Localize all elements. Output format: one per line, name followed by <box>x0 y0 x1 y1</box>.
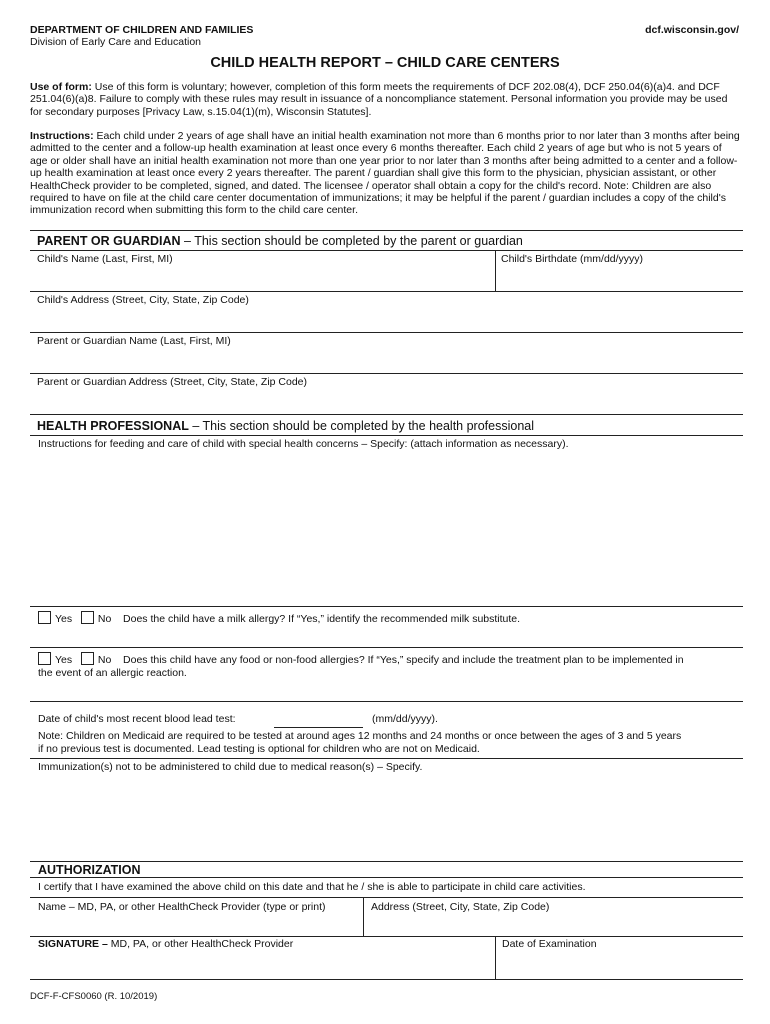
child-address-label: Child's Address (Street, City, State, Zip Code) <box>37 294 249 306</box>
provider-name-label: Name – MD, PA, or other HealthCheck Provider (type or print) <box>38 901 326 913</box>
food-allergy-no-checkbox[interactable] <box>81 652 94 665</box>
feeding-instructions-label: Instructions for feeding and care of child with special health concerns – Specify: (attach information as necessary). <box>38 438 569 450</box>
child-address-field[interactable] <box>31 306 742 331</box>
child-name-label: Child's Name (Last, First, MI) <box>37 253 173 265</box>
lead-note-line2: if no previous test is documented. Lead testing is optional for children who are not on Medicaid. <box>38 743 480 755</box>
guardian-address-field[interactable] <box>31 388 742 413</box>
milk-allergy-yes-label: Yes <box>55 613 73 625</box>
food-allergy-yes-checkbox[interactable] <box>38 652 51 665</box>
department-name: DEPARTMENT OF CHILDREN AND FAMILIES <box>30 24 254 36</box>
food-allergy-row <box>38 652 684 666</box>
provider-address-field[interactable] <box>365 914 742 935</box>
provider-address-label: Address (Street, City, State, Zip Code) <box>371 901 550 913</box>
use-of-form-text: Use of this form is voluntary; however, completion of this form meets the requirements of DCF 202.08(4), DCF 250.04(6)(a)4. and DCF 251.04(6)(a)8. Failure to comply with these rules may result in issuance of a noncompliance statement. Personal information you provide may be used for secondary purposes [Privacy Law, s.15.04(1)(m), Wisconsin Statutes]. <box>30 81 728 118</box>
use-of-form-paragraph <box>30 81 742 118</box>
child-name-field[interactable] <box>31 264 493 290</box>
signature-field[interactable] <box>31 952 493 977</box>
instructions-label: Instructions: <box>30 130 94 142</box>
milk-allergy-question: Does the child have a milk allergy? If “Yes,” identify the recommended milk substitute. <box>123 613 521 625</box>
guardian-address-label: Parent or Guardian Address (Street, City, State, Zip Code) <box>37 376 308 388</box>
form-number: DCF-F-CFS0060 (R. 10/2019) <box>30 991 158 1002</box>
food-allergy-yes-label: Yes <box>55 654 73 666</box>
website-link[interactable]: dcf.wisconsin.gov/ <box>645 24 739 36</box>
milk-substitute-field[interactable] <box>31 626 742 645</box>
exam-date-label: Date of Examination <box>502 938 597 950</box>
milk-allergy-no-label: No <box>97 613 112 625</box>
child-birthdate-label: Child's Birthdate (mm/dd/yyyy) <box>501 253 644 265</box>
milk-allergy-row <box>38 611 520 625</box>
immunization-label: Immunization(s) not to be administered to child due to medical reason(s) – Specify. <box>38 761 423 773</box>
lead-test-format: (mm/dd/yyyy). <box>372 713 438 725</box>
guardian-name-field[interactable] <box>31 347 742 372</box>
provider-name-field[interactable] <box>31 914 362 935</box>
lead-test-label: Date of child's most recent blood lead test: <box>38 713 236 725</box>
immunization-field[interactable] <box>31 775 742 859</box>
signature-label: SIGNATURE – MD, PA, or other HealthCheck Provider <box>38 938 294 950</box>
form-title: CHILD HEALTH REPORT – CHILD CARE CENTERS <box>210 55 560 71</box>
milk-allergy-no-checkbox[interactable] <box>81 611 94 624</box>
food-allergy-question-cont: the event of an allergic reaction. <box>38 667 187 679</box>
child-birthdate-field[interactable] <box>497 264 742 290</box>
lead-note-line1: Note: Children on Medicaid are required to be tested at around ages 12 months and 24 months or once between the ages of 3 and 5 years <box>38 730 682 742</box>
certify-statement: I certify that I have examined the above child on this date and that he / she is able to participate in child care activities. <box>38 881 586 893</box>
instructions-text: Each child under 2 years of age shall have an initial health examination not more than 6 months prior to nor later than 3 months after being admitted to the center and a follow-up health examination at least once every 6 months thereafter. Each child 2 years of age but who is not 5 years of age or older shall have an initial health examination not more than one year prior to nor later than 3 months after being admitted to a center and a follow-up health examination at least once every 2 years thereafter. The parent / guardian shall give this form to the physician, physician assistant, or other HealthCheck provider to be completed, signed, and dated. The licensee / operator shall obtain a copy for the child's record. Note: Children are also required to have on file at the child care center documentation of immunizations; it may be helpful if the parent / guardian includes a copy of the child's immunization record when submitting this form to the child care center. <box>30 130 740 217</box>
food-allergy-question: Does this child have any food or non-food allergies? If “Yes,” specify and include the treatment plan to be implemented in <box>123 654 684 666</box>
lead-test-date-field[interactable] <box>274 713 363 728</box>
exam-date-field[interactable] <box>497 952 742 977</box>
use-of-form-label: Use of form: <box>30 81 92 93</box>
division-name: Division of Early Care and Education <box>30 36 202 48</box>
milk-allergy-yes-checkbox[interactable] <box>38 611 51 624</box>
health-section-heading: HEALTH PROFESSIONAL – This section should be completed by the health professional <box>37 419 534 433</box>
feeding-instructions-field[interactable] <box>31 452 742 604</box>
guardian-name-label: Parent or Guardian Name (Last, First, MI) <box>37 335 231 347</box>
allergy-treatment-field[interactable] <box>31 681 742 699</box>
authorization-heading: AUTHORIZATION <box>38 863 141 877</box>
food-allergy-no-label: No <box>97 654 112 666</box>
instructions-paragraph <box>30 130 742 217</box>
parent-section-heading: PARENT OR GUARDIAN – This section should be completed by the parent or guardian <box>37 234 523 248</box>
